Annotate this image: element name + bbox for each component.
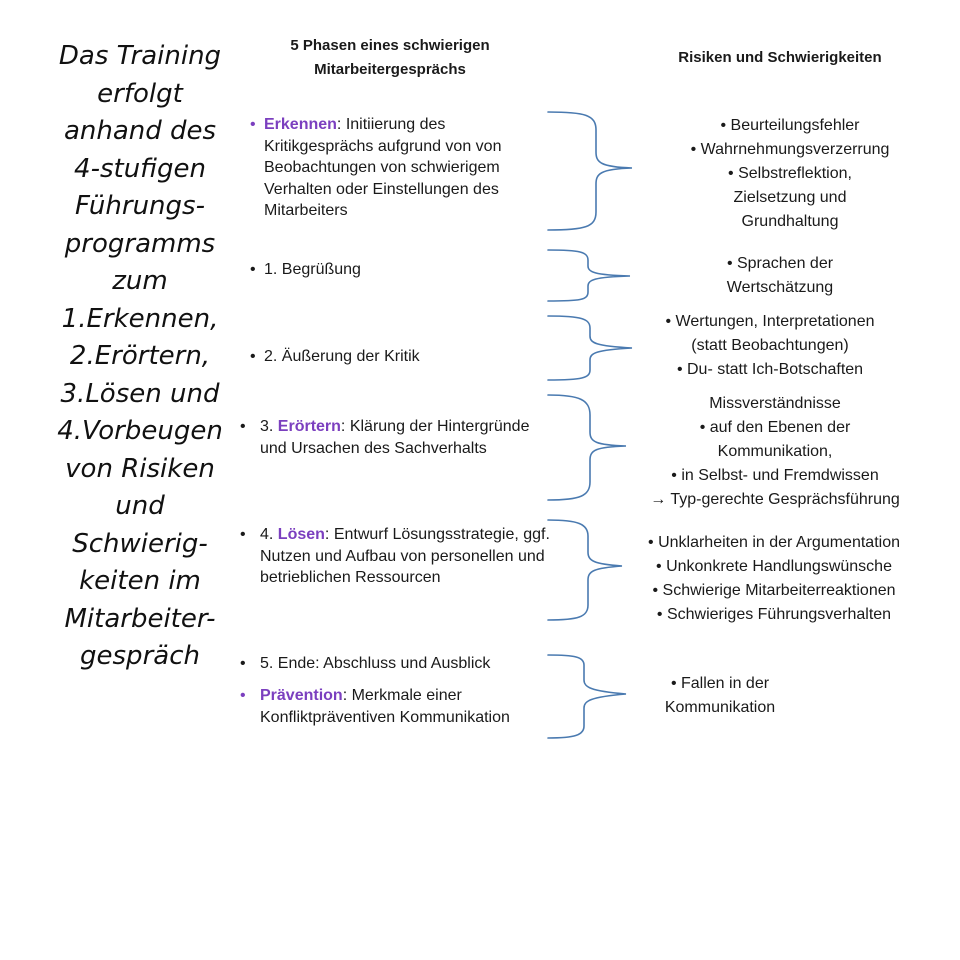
risk-group-1 bbox=[640, 114, 940, 234]
bullet: • bbox=[250, 348, 256, 365]
risk-item-continued: (statt Beobachtungen) bbox=[691, 337, 849, 354]
intro-line: 4.Vorbeugen bbox=[57, 416, 223, 446]
bullet: • bbox=[240, 418, 246, 435]
risk-item: • Fallen in der bbox=[670, 675, 770, 692]
risk-group-2 bbox=[630, 252, 930, 300]
brace bbox=[548, 112, 632, 230]
risk-conclusion: → Typ-gerechte Gesprächsführung bbox=[650, 491, 900, 508]
phase-ende-text: 5. Ende: Abschluss und Ausblick bbox=[260, 655, 491, 672]
intro-line: und bbox=[115, 491, 165, 521]
intro-line: anhand des bbox=[63, 116, 217, 146]
intro-line: zum bbox=[112, 266, 168, 296]
risk-group-4 bbox=[625, 392, 925, 512]
risks-heading: Risiken und Schwierigkeiten bbox=[678, 49, 882, 66]
bullet: • bbox=[240, 655, 246, 672]
phase-description: : Merkmale einer Konfliktpräventiven Kommunikation bbox=[260, 687, 510, 726]
keyword-erkennen: Erkennen bbox=[264, 116, 337, 133]
phase-kritik-text: 2. Äußerung der Kritik bbox=[264, 348, 420, 365]
risk-item-continued: Kommunikation bbox=[664, 699, 776, 716]
intro-line: Das Training bbox=[58, 41, 222, 71]
risk-item: • Sprachen der bbox=[726, 255, 834, 272]
brace bbox=[548, 395, 626, 500]
bullet: • bbox=[240, 687, 246, 704]
intro-line: 3.Lösen und bbox=[60, 378, 220, 409]
risk-item-continued: Wertschätzung bbox=[726, 279, 834, 296]
keyword-eroertern: Erörtern bbox=[277, 418, 341, 435]
intro-line: Schwierig- bbox=[72, 528, 208, 559]
intro-line: Führungs- bbox=[75, 191, 205, 221]
risk-group-6 bbox=[640, 672, 800, 720]
phase-description: : Entwurf Lösungsstrategie, ggf. Nutzen und Aufbau von personellen und betrieblichen Ressourcen bbox=[260, 526, 550, 586]
risk-item-continued: Grundhaltung bbox=[741, 213, 839, 230]
phases-heading-line: 5 Phasen eines schwierigen bbox=[290, 37, 490, 54]
intro-line: gespräch bbox=[80, 641, 200, 671]
intro-line: von Risiken bbox=[65, 453, 215, 484]
brace bbox=[548, 250, 630, 301]
risk-item: • Schwierige Mitarbeiterreaktionen bbox=[652, 582, 896, 599]
risk-item: • Du- statt Ich-Botschaften bbox=[676, 361, 864, 378]
risk-heading: Missverständnisse bbox=[709, 395, 841, 412]
risk-item-continued: Kommunikation, bbox=[717, 443, 833, 460]
intro-line: keiten im bbox=[79, 566, 201, 596]
keyword-praevention: Prävention bbox=[260, 687, 343, 704]
phase-number: 3. bbox=[260, 418, 278, 435]
risk-item: • in Selbst- und Fremdwissen bbox=[671, 467, 879, 484]
phase-description: : Klärung der Hintergründe und Ursachen des Sachverhalts bbox=[260, 418, 530, 457]
bullet: • bbox=[240, 526, 246, 543]
phase-begruessung-text: 1. Begrüßung bbox=[264, 261, 361, 278]
risk-item-continued: Zielsetzung und bbox=[733, 189, 847, 206]
risk-item: • Beurteilungsfehler bbox=[720, 117, 860, 134]
intro-line: 4-stufigen bbox=[74, 153, 206, 184]
phase-number: 4. bbox=[260, 526, 278, 543]
phases-heading-line: Mitarbeitergesprächs bbox=[314, 61, 466, 78]
risk-item: • Wertungen, Interpretationen bbox=[665, 313, 875, 330]
intro-line: Mitarbeiter- bbox=[64, 603, 216, 634]
intro-line: 2.Erörtern, bbox=[69, 341, 211, 371]
risk-item: • Selbstreflektion, bbox=[728, 165, 852, 182]
risk-item: • Schwieriges Führungsverhalten bbox=[656, 606, 892, 623]
brace bbox=[548, 655, 626, 738]
brace bbox=[548, 520, 622, 620]
risk-group-5 bbox=[614, 531, 934, 627]
intro-line: programms bbox=[64, 228, 216, 259]
bullet: • bbox=[250, 116, 256, 133]
risk-item: • Unkonkrete Handlungswünsche bbox=[656, 558, 892, 575]
phase-description: : Initiierung des Kritikgesprächs aufgrund von von Beobachtungen von schwierigem Verhalten oder Einstellungen des Mitarbeiters bbox=[264, 116, 502, 219]
intro-line: erfolgt bbox=[97, 78, 183, 109]
intro-line: 1.Erkennen, bbox=[61, 303, 219, 334]
keyword-loesen: Lösen bbox=[277, 526, 325, 543]
risk-group-3 bbox=[620, 310, 920, 382]
risk-item: • Wahrnehmungsverzerrung bbox=[690, 141, 890, 158]
bullet: • bbox=[250, 261, 256, 278]
risk-item: • Unklarheiten in der Argumentation bbox=[648, 534, 900, 551]
risk-item: • auf den Ebenen der bbox=[699, 419, 851, 436]
